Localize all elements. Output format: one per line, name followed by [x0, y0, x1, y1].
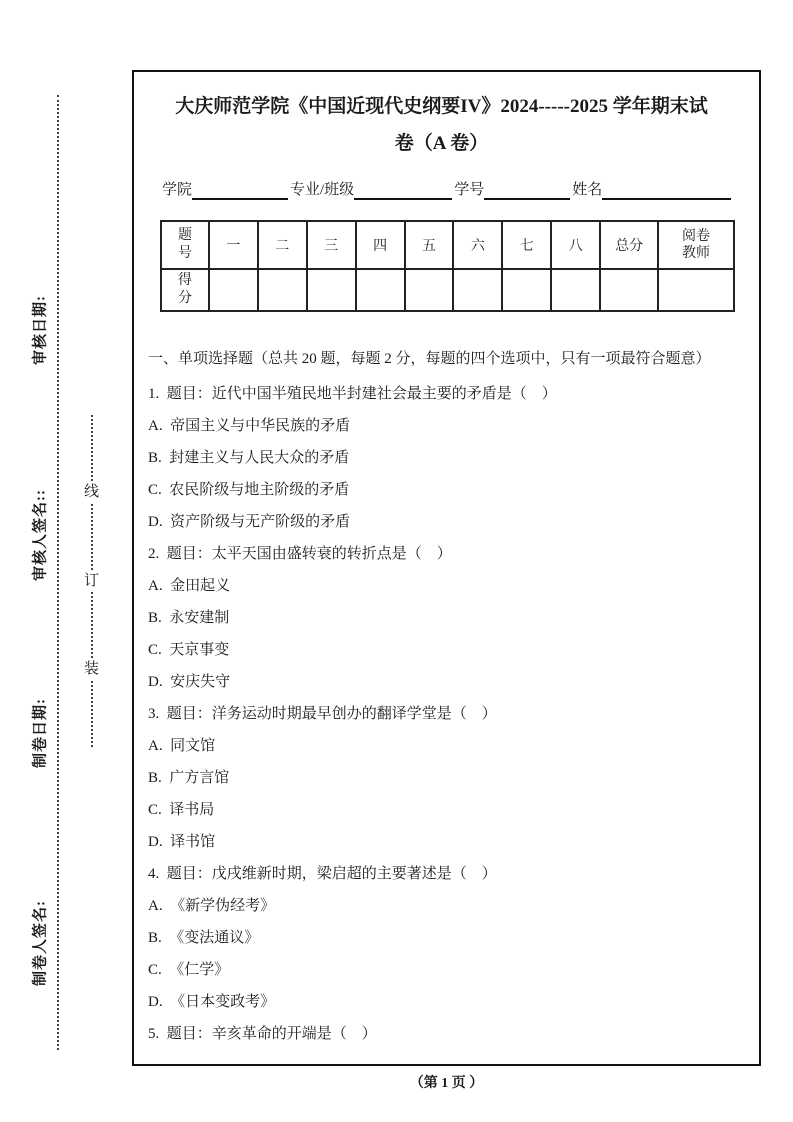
field-label-school: 学院: [162, 182, 193, 198]
question-stem: 5. 题目：辛亥革命的开端是（ ）: [148, 1026, 377, 1042]
score-table-column-header: 一: [209, 221, 258, 269]
score-cell-empty: [209, 269, 258, 311]
exam-title-line1: 大庆师范学院《中国近现代史纲要IV》2024-----2025 学年期末试: [175, 96, 708, 117]
exam-title: [148, 88, 735, 162]
page-footer: （第 1 页 ）: [409, 1076, 484, 1091]
field-fill-major-class: [354, 179, 452, 200]
student-info-row: [148, 176, 735, 200]
field-fill-school: [192, 179, 288, 200]
field-fill-student-id: [484, 179, 570, 200]
binding-dots: [91, 592, 93, 658]
score-table-column-header-label: 阅卷教师: [682, 228, 711, 261]
question-stem: 4. 题目：戊戌维新时期，梁启超的主要著述是（ ）: [148, 866, 497, 882]
question-option: B. 《变法通议》: [148, 930, 260, 946]
question-stem: 3. 题目：洋务运动时期最早创办的翻译学堂是（ ）: [148, 706, 497, 722]
score-cell-empty: [307, 269, 356, 311]
score-table-corner-cell: [161, 221, 209, 269]
score-table-column-header: 五: [405, 221, 454, 269]
field-label-name: 姓名: [572, 182, 603, 198]
score-cell-empty: [405, 269, 454, 311]
question-option: D. 资产阶级与无产阶级的矛盾: [148, 514, 351, 530]
score-table-score-row: [161, 269, 734, 311]
score-table-corner-label: 题号: [177, 227, 192, 261]
score-cell-empty: [551, 269, 600, 311]
binding-char: 线: [84, 484, 100, 501]
score-table: [160, 220, 735, 312]
question-stem: 2. 题目：太平天国由盛转衰的转折点是（ ）: [148, 546, 452, 562]
binding-line: [84, 415, 99, 747]
question-option: A. 同文馆: [148, 738, 216, 754]
question-stem: 1. 题目：近代中国半殖民地半封建社会最主要的矛盾是（ ）: [148, 386, 557, 402]
binding-dots: [91, 681, 93, 747]
binding-char: 订: [84, 572, 100, 589]
question-option: A. 金田起义: [148, 578, 231, 594]
margin-label-reviewer-signature: 审核人签名::: [32, 489, 49, 581]
question-option: C. 天京事变: [148, 642, 230, 658]
section-heading: 一、单项选择题（总共 20 题，每题 2 分，每题的四个选项中，只有一项最符合题意）: [148, 351, 711, 367]
score-row-header-cell: [161, 269, 209, 311]
question-option: B. 永安建制: [148, 610, 230, 626]
exam-title-line2: 卷（A 卷）: [394, 133, 489, 154]
field-label-student-id: 学号: [454, 182, 485, 198]
score-table-column-header: 八: [551, 221, 600, 269]
score-table-column-header: 二: [258, 221, 307, 269]
score-cell-empty: [600, 269, 658, 311]
score-table-column-header: 六: [453, 221, 502, 269]
questions: [148, 378, 735, 1050]
score-table-column-header: [658, 221, 734, 269]
question-option: C. 农民阶级与地主阶级的矛盾: [148, 482, 350, 498]
score-row-header-label: 得分: [177, 272, 192, 306]
score-table-column-header: 三: [307, 221, 356, 269]
score-table-column-header: 七: [502, 221, 551, 269]
score-cell-empty: [258, 269, 307, 311]
question-option: D. 译书馆: [148, 834, 216, 850]
score-cell-empty: [658, 269, 734, 311]
margin-label-paper-date: 制卷日期:: [32, 698, 49, 768]
score-cell-empty: [356, 269, 405, 311]
question-option: D. 《日本变政考》: [148, 994, 276, 1010]
binding-char: 装: [84, 661, 100, 678]
score-table-header-row: [161, 221, 734, 269]
binding-dots: [91, 415, 93, 481]
question-option: A. 《新学伪经考》: [148, 898, 276, 914]
question-option: A. 帝国主义与中华民族的矛盾: [148, 418, 351, 434]
margin-dotted-line: [57, 95, 59, 1050]
score-table-column-header: 四: [356, 221, 405, 269]
question-option: D. 安庆失守: [148, 674, 231, 690]
question-option: B. 广方言馆: [148, 770, 230, 786]
question-option: C. 译书局: [148, 802, 215, 818]
field-label-major-class: 专业/班级: [290, 182, 355, 198]
question-option: C. 《仁学》: [148, 962, 230, 978]
margin-label-review-date: 审核日期:: [32, 295, 49, 365]
score-cell-empty: [453, 269, 502, 311]
field-fill-name: [602, 179, 731, 200]
question-option: B. 封建主义与人民大众的矛盾: [148, 450, 350, 466]
score-cell-empty: [502, 269, 551, 311]
binding-dots: [91, 504, 93, 570]
exam-content-box: [132, 70, 761, 1066]
margin-label-paper-maker-signature: 制卷人签名:: [32, 900, 49, 986]
score-table-column-header: 总分: [600, 221, 658, 269]
